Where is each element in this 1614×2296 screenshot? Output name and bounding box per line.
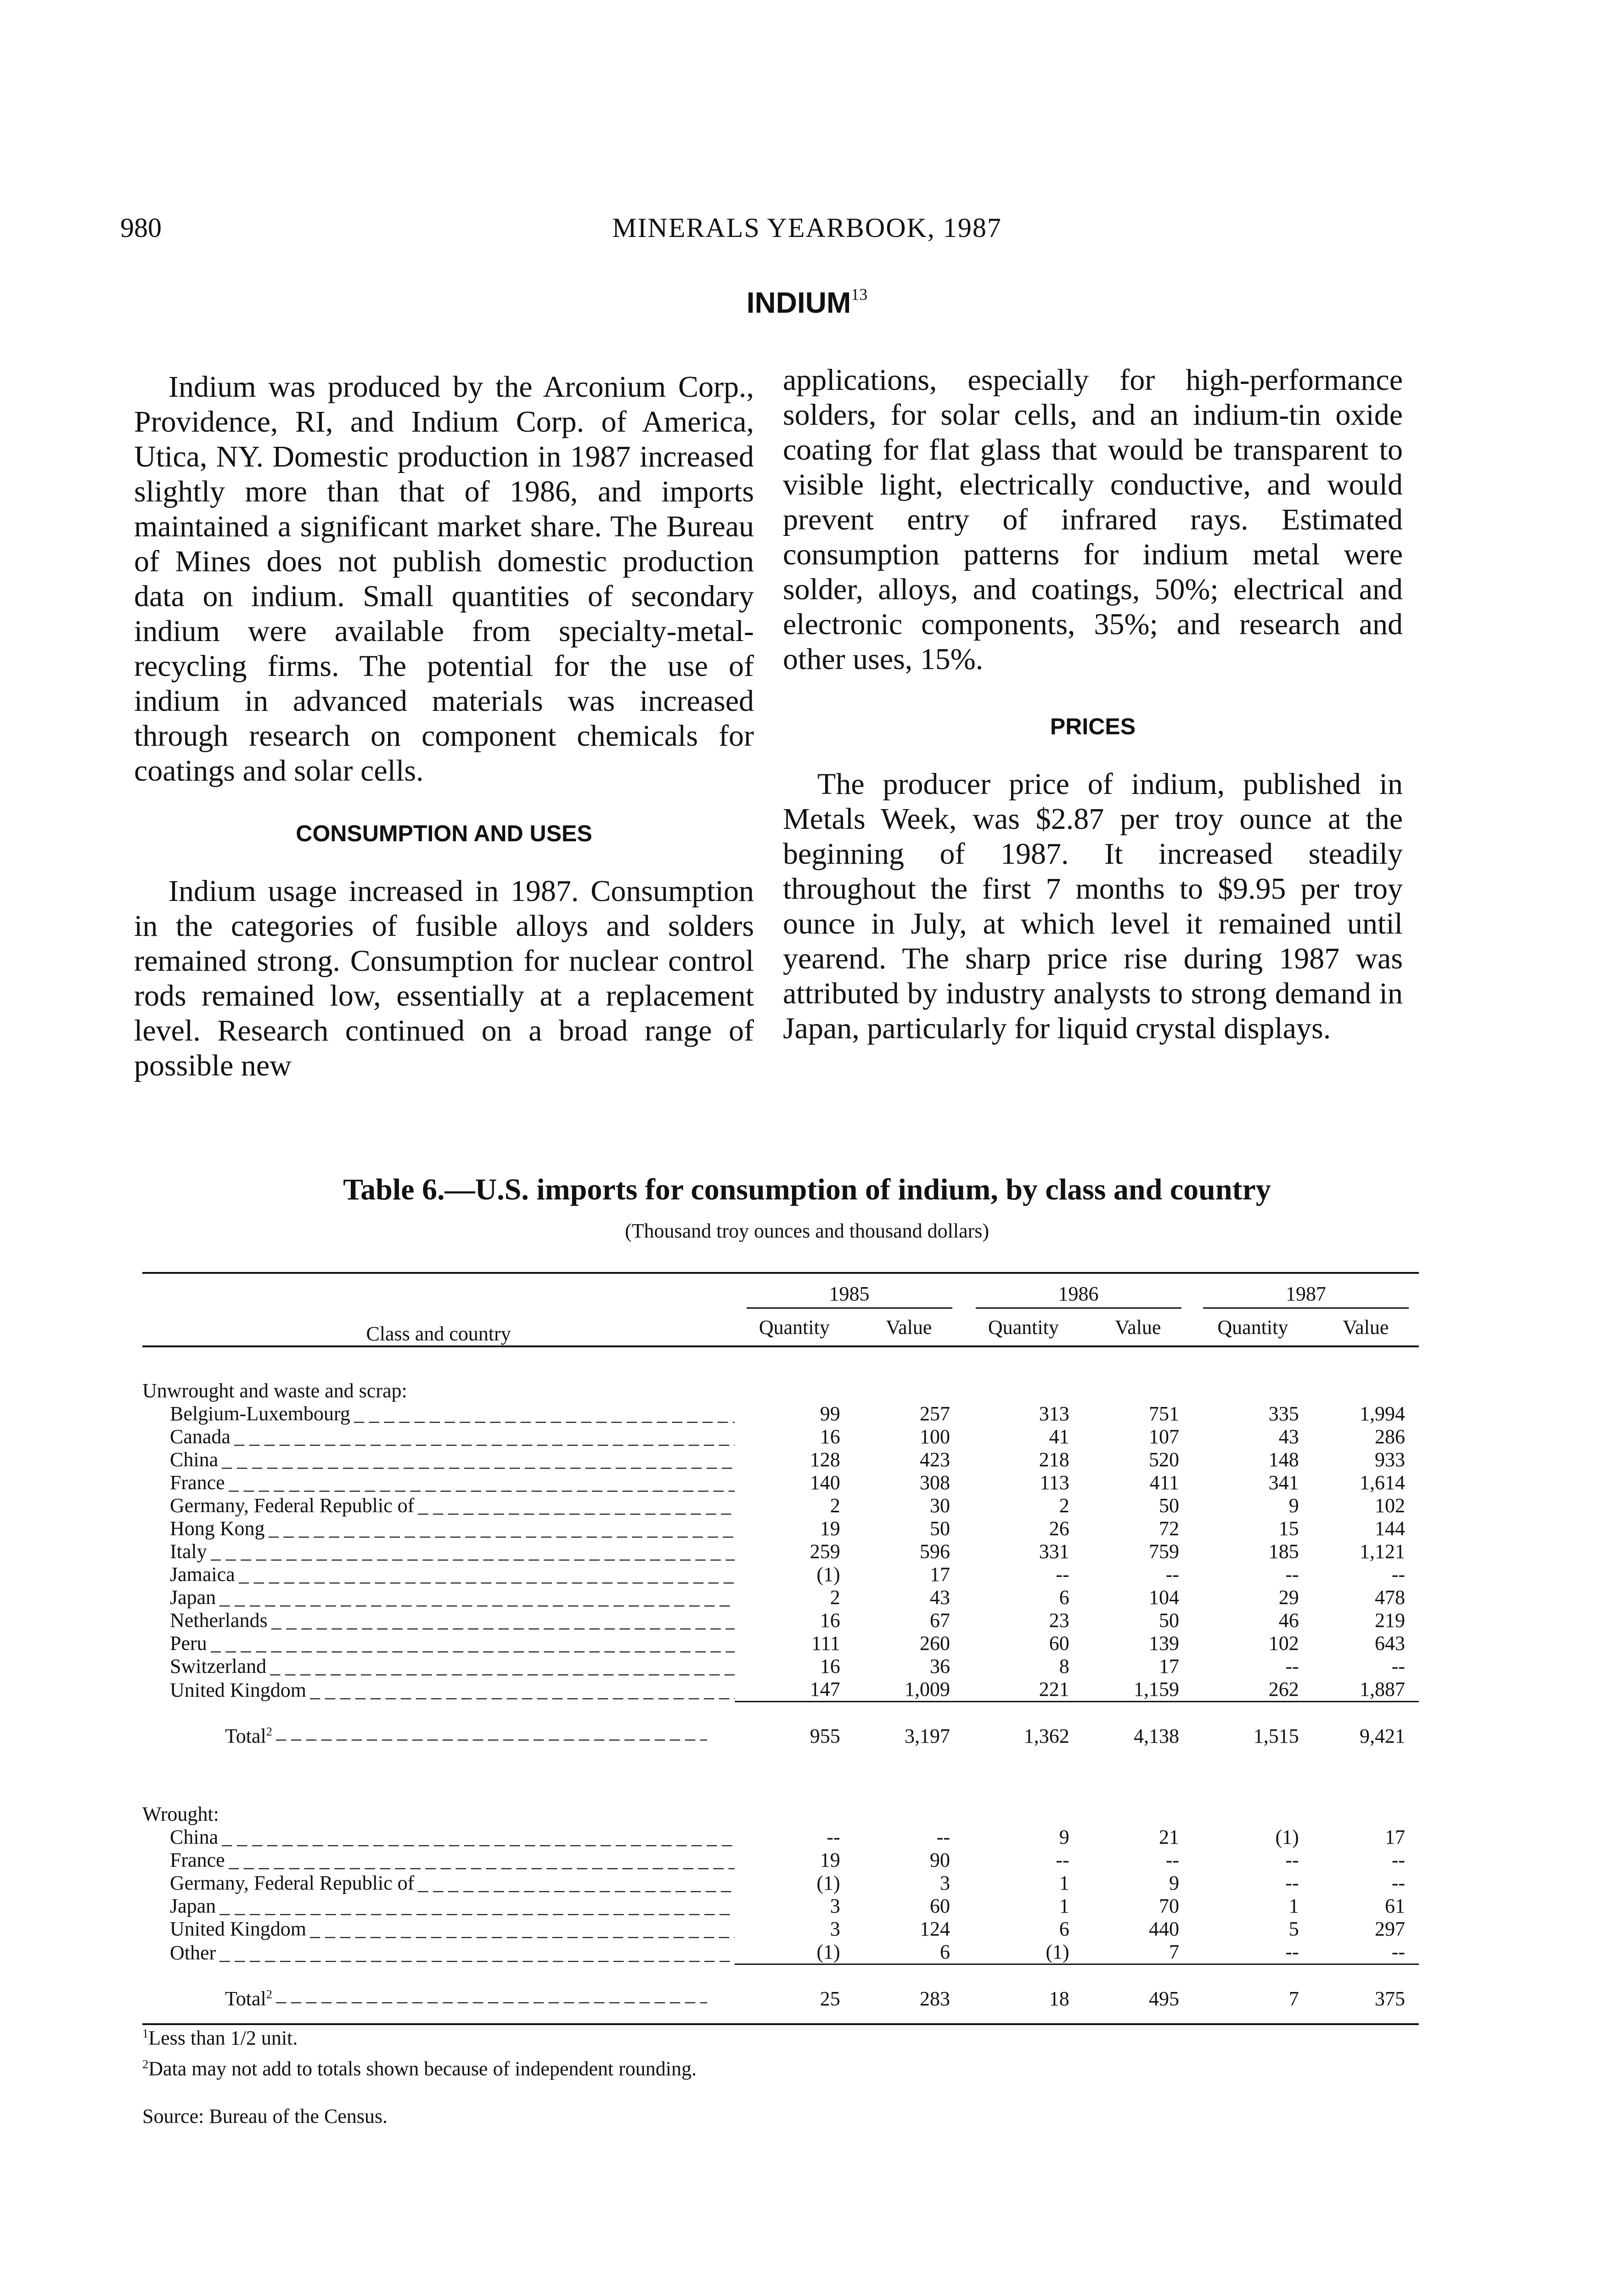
value-cell: 50 <box>930 1517 950 1540</box>
country-cell: Netherlands _ _ _ <box>142 1609 735 1632</box>
table-row <box>142 1586 1419 1609</box>
country-cell: Japan _ _ _ <box>142 1586 735 1609</box>
value-cell: -- <box>1165 1849 1179 1872</box>
total-cell: 375 <box>1375 1987 1405 2010</box>
table-row <box>142 1918 1419 1941</box>
quantity-cell: 26 <box>1049 1517 1069 1540</box>
value-cell: 1,887 <box>1313 1678 1419 1702</box>
footnote-1: $^1$Less than 1/2 unit. <box>142 2026 298 2049</box>
country-cell: Peru _ _ _ <box>142 1632 735 1655</box>
quantity-cell: 335 <box>1268 1402 1299 1425</box>
total-row <box>142 1702 1419 1757</box>
quantity-cell: -- <box>1285 1563 1299 1586</box>
country-cell: Germany, Federal Republic of _ _ _ <box>142 1494 735 1517</box>
quantity-cell: 29 <box>1278 1586 1299 1609</box>
country-cell: Belgium-Luxembourg _ _ _ <box>142 1402 735 1425</box>
prices-paragraph: The producer price of indium, published in Metals Week, was $2.87 per troy ounce at the beginning of 1987. It increased steadily throughout the first 7 months to $9.95 per troy ounce in July, at which level it remained until yearend. The sharp price rise during 1987 was attributed by industry analysts to strong demand in Japan, particularly for liquid crystal displays. <box>783 767 1403 1045</box>
quantity-cell: 218 <box>1039 1448 1069 1471</box>
total-cell: 283 <box>920 1987 950 2010</box>
quantity-cell: 331 <box>1039 1540 1069 1563</box>
value-cell: 751 <box>1149 1402 1179 1425</box>
country-cell: Switzerland _ _ _ <box>142 1655 735 1678</box>
quantity-cell: 111 <box>811 1632 840 1654</box>
quantity-cell: 221 <box>964 1678 1083 1702</box>
quantity-cell: 1 <box>1059 1872 1069 1895</box>
unwrought-heading: Unwrought and waste and scrap: <box>142 1379 407 1402</box>
value-cell: 30 <box>930 1494 950 1517</box>
quantity-cell: -- <box>1285 1872 1299 1895</box>
total-cell: 4,138 <box>1134 1725 1179 1748</box>
quantity-cell: 2 <box>830 1586 840 1609</box>
section-footnote-ref: 13 <box>851 285 868 304</box>
header-value: Value <box>1083 1309 1193 1346</box>
quantity-cell: (1) <box>1275 1826 1299 1849</box>
table-unit-note: (Thousand troy ounces and thousand dollars) <box>624 1220 990 1242</box>
quantity-cell: 128 <box>810 1448 840 1471</box>
right-column <box>783 363 1403 1046</box>
quantity-cell: 3 <box>830 1895 840 1918</box>
quantity-cell: 1 <box>1059 1895 1069 1918</box>
value-cell: 17 <box>1159 1655 1179 1677</box>
value-cell: 139 <box>1149 1632 1179 1654</box>
value-cell: 478 <box>1375 1586 1405 1609</box>
quantity-cell: 313 <box>1039 1402 1069 1425</box>
source-note: Source: Bureau of the Census. <box>142 2105 388 2128</box>
prices-heading: PRICES <box>1050 714 1136 739</box>
value-cell: -- <box>1165 1563 1179 1586</box>
quantity-cell: 148 <box>1268 1448 1299 1471</box>
value-cell: 124 <box>920 1918 950 1941</box>
quantity-cell: 23 <box>1049 1609 1069 1632</box>
table-row <box>142 1849 1419 1872</box>
value-cell: 60 <box>930 1895 950 1918</box>
quantity-cell: 1 <box>1288 1895 1299 1918</box>
quantity-cell: 341 <box>1268 1471 1299 1494</box>
value-cell: 286 <box>1375 1425 1405 1448</box>
header-quantity: Quantity <box>735 1309 854 1346</box>
value-cell: 67 <box>930 1609 950 1632</box>
quantity-cell: 9 <box>1059 1826 1069 1849</box>
value-cell: 72 <box>1159 1517 1179 1540</box>
country-cell: Other _ _ _ <box>142 1941 735 1964</box>
table-row <box>142 1540 1419 1563</box>
value-cell: 3 <box>940 1872 950 1895</box>
value-cell: 933 <box>1375 1448 1405 1471</box>
value-cell: 36 <box>930 1655 950 1677</box>
total-cell: 9,421 <box>1360 1725 1405 1748</box>
table-row <box>142 1517 1419 1540</box>
value-cell: -- <box>1313 1941 1419 1964</box>
quantity-cell: 113 <box>1040 1471 1069 1494</box>
header-quantity: Quantity <box>1193 1309 1313 1346</box>
value-cell: 90 <box>930 1849 950 1872</box>
section-title-text: INDIUM <box>746 286 851 319</box>
wrought-section <box>142 1757 1419 2020</box>
value-cell: 297 <box>1375 1918 1405 1941</box>
table-top-rule <box>142 1272 1419 1274</box>
total-cell: 3,197 <box>905 1725 950 1748</box>
value-cell: 411 <box>1149 1471 1179 1494</box>
value-cell: 759 <box>1149 1540 1179 1563</box>
total-cell: 955 <box>810 1725 840 1748</box>
total-cell: 1,515 <box>1253 1725 1299 1748</box>
table-row <box>142 1563 1419 1586</box>
unwrought-section <box>142 1346 1419 1757</box>
country-cell: Germany, Federal Republic of _ _ _ <box>142 1872 735 1895</box>
value-cell: 1,121 <box>1360 1540 1405 1563</box>
footnote-2: $^2$Data may not add to totals shown because of independent rounding. <box>142 2057 697 2080</box>
value-cell: 6 <box>854 1941 964 1964</box>
group-heading-row <box>142 1757 1419 1826</box>
quantity-cell: -- <box>1285 1655 1299 1677</box>
country-cell: Jamaica _ _ _ <box>142 1563 735 1586</box>
value-cell: 219 <box>1375 1609 1405 1632</box>
country-cell: China _ _ _ <box>142 1826 735 1849</box>
table-row <box>142 1425 1419 1448</box>
value-cell: 520 <box>1149 1448 1179 1471</box>
value-cell: 104 <box>1149 1586 1179 1609</box>
quantity-cell: 99 <box>820 1402 840 1425</box>
wrought-heading: Wrought: <box>142 1803 219 1826</box>
quantity-cell: 3 <box>830 1918 840 1941</box>
total-cell: 1,362 <box>1024 1725 1069 1748</box>
table-row <box>142 1448 1419 1471</box>
table-row <box>142 1632 1419 1655</box>
value-cell: -- <box>1391 1655 1405 1677</box>
year-1987: 1987 <box>1193 1274 1419 1309</box>
table-row <box>142 1872 1419 1895</box>
total-cell: 495 <box>1149 1987 1179 2010</box>
quantity-cell: (1) <box>816 1563 840 1586</box>
quantity-cell: 6 <box>1059 1586 1069 1609</box>
quantity-cell: 15 <box>1278 1517 1299 1540</box>
header-value: Value <box>854 1309 964 1346</box>
quantity-cell: (1) <box>816 1872 840 1895</box>
quantity-cell: -- <box>1285 1849 1299 1872</box>
quantity-cell: 16 <box>820 1609 840 1632</box>
country-cell: United Kingdom _ _ _ <box>142 1918 735 1941</box>
value-cell: 100 <box>920 1425 950 1448</box>
table-row <box>142 1655 1419 1678</box>
consumption-paragraph-continued: applications, especially for high-performance solders, for solar cells, and an indium-tin oxide coating for flat glass that would be transparent to visible light, electrically conductive, and would prevent entry of infrared rays. Estimated consumption patterns for indium metal were solder, alloys, and coatings, 50%; electrical and electronic components, 35%; and research and other uses, 15%. <box>783 363 1403 676</box>
total-cell: 18 <box>1049 1987 1069 2010</box>
country-cell: China _ _ _ <box>142 1448 735 1471</box>
value-cell: 17 <box>1385 1826 1405 1849</box>
imports-table <box>142 1274 1419 2020</box>
value-cell: 50 <box>1159 1609 1179 1632</box>
quantity-cell: 9 <box>1288 1494 1299 1517</box>
quantity-cell: 60 <box>1049 1632 1069 1654</box>
quantity-cell: -- <box>1056 1563 1069 1586</box>
value-cell: -- <box>1391 1872 1405 1895</box>
value-cell: 7 <box>1083 1941 1193 1964</box>
quantity-cell: 19 <box>820 1517 840 1540</box>
value-cell: 260 <box>920 1632 950 1654</box>
quantity-cell: 259 <box>810 1540 840 1563</box>
quantity-cell: 262 <box>1193 1678 1313 1702</box>
quantity-cell: 46 <box>1278 1609 1299 1632</box>
value-cell: 9 <box>1169 1872 1179 1895</box>
left-column <box>134 370 754 1083</box>
country-cell: Hong Kong _ _ _ <box>142 1517 735 1540</box>
running-title: MINERALS YEARBOOK, 1987 <box>612 213 1002 243</box>
value-cell: -- <box>1391 1563 1405 1586</box>
value-cell: 70 <box>1159 1895 1179 1918</box>
value-cell: 50 <box>1159 1494 1179 1517</box>
table-row <box>142 1678 1419 1702</box>
footnotes <box>142 2020 697 2129</box>
header-quantity: Quantity <box>964 1309 1083 1346</box>
value-cell: 102 <box>1375 1494 1405 1517</box>
quantity-cell: 140 <box>810 1471 840 1494</box>
quantity-cell: 8 <box>1059 1655 1069 1677</box>
quantity-cell: -- <box>1056 1849 1069 1872</box>
value-cell: 107 <box>1149 1425 1179 1448</box>
value-cell: 308 <box>920 1471 950 1494</box>
value-cell: 440 <box>1149 1918 1179 1941</box>
quantity-cell: 6 <box>1059 1918 1069 1941</box>
quantity-cell: 102 <box>1268 1632 1299 1654</box>
running-head <box>0 212 1614 249</box>
value-cell: 61 <box>1385 1895 1405 1918</box>
quantity-cell: 185 <box>1268 1540 1299 1563</box>
quantity-cell: 16 <box>820 1425 840 1448</box>
header-value: Value <box>1313 1309 1419 1346</box>
value-cell: 423 <box>920 1448 950 1471</box>
country-cell: France _ _ _ <box>142 1849 735 1872</box>
group-heading-row <box>142 1346 1419 1402</box>
quantity-cell: 16 <box>820 1655 840 1677</box>
country-cell: Japan _ _ _ <box>142 1895 735 1918</box>
value-cell: 643 <box>1375 1632 1405 1654</box>
section-title <box>0 285 1614 320</box>
table-row <box>142 1494 1419 1517</box>
quantity-cell: -- <box>827 1826 840 1849</box>
value-cell: 1,994 <box>1360 1402 1405 1425</box>
quantity-cell: 2 <box>1059 1494 1069 1517</box>
page-number: 980 <box>120 213 162 243</box>
table-row <box>142 1609 1419 1632</box>
value-cell: 596 <box>920 1540 950 1563</box>
value-cell: 1,159 <box>1083 1678 1193 1702</box>
country-cell: United Kingdom _ _ _ <box>142 1678 735 1702</box>
value-cell: -- <box>1391 1849 1405 1872</box>
value-cell: 1,614 <box>1360 1471 1405 1494</box>
value-cell: 17 <box>930 1563 950 1586</box>
country-cell: Canada _ _ _ <box>142 1425 735 1448</box>
quantity-cell: 2 <box>830 1494 840 1517</box>
value-cell: 43 <box>930 1586 950 1609</box>
year-1985: 1985 <box>735 1274 964 1309</box>
quantity-cell: 147 <box>735 1678 854 1702</box>
value-cell: 144 <box>1375 1517 1405 1540</box>
country-cell: France _ _ _ <box>142 1471 735 1494</box>
consumption-paragraph: Indium usage increased in 1987. Consumption in the categories of fusible alloys and solders remained strong. Consumption for nuclear control rods remained low, essentially at a replacement level. Research continued on a broad range of possible new <box>134 874 754 1082</box>
quantity-cell: 5 <box>1288 1918 1299 1941</box>
value-cell: 21 <box>1159 1826 1179 1849</box>
value-cell: 257 <box>920 1402 950 1425</box>
quantity-cell: -- <box>1193 1941 1313 1964</box>
total-cell: 25 <box>820 1987 840 2010</box>
year-1986: 1986 <box>964 1274 1193 1309</box>
quantity-cell: (1) <box>735 1941 854 1964</box>
table-row <box>142 1826 1419 1849</box>
col-header-class-country: Class and country <box>142 1274 735 1346</box>
country-cell: Italy _ _ _ <box>142 1540 735 1563</box>
table-caption: Table 6.—U.S. imports for consumption of indium, by class and country <box>343 1173 1271 1206</box>
quantity-cell: 43 <box>1278 1425 1299 1448</box>
total-label: Total$^2$ _ _ _ <box>142 1964 735 2020</box>
total-row <box>142 1964 1419 2020</box>
table-row <box>142 1402 1419 1425</box>
quantity-cell: (1) <box>964 1941 1083 1964</box>
value-cell: 1,009 <box>854 1678 964 1702</box>
value-cell: -- <box>936 1826 950 1849</box>
consumption-heading: CONSUMPTION AND USES <box>296 821 592 846</box>
quantity-cell: 19 <box>820 1849 840 1872</box>
total-label: Total$^2$ _ _ _ <box>142 1702 735 1757</box>
total-cell: 7 <box>1288 1987 1299 2010</box>
table-row <box>142 1941 1419 1964</box>
intro-paragraph: Indium was produced by the Arconium Corp., Providence, RI, and Indium Corp. of America, Utica, NY. Domestic production in 1987 increased slightly more than that of 1986, and imports maintained a significant market share. The Bureau of Mines does not publish domestic production data on indium. Small quantities of secondary indium were available from specialty-metal-recycling firms. The potential for the use of indium in advanced materials was increased through research on component chemicals for coatings and solar cells. <box>134 370 754 788</box>
year-header-row <box>142 1274 1419 1309</box>
quantity-cell: 41 <box>1049 1425 1069 1448</box>
table-row <box>142 1895 1419 1918</box>
table-row <box>142 1471 1419 1494</box>
